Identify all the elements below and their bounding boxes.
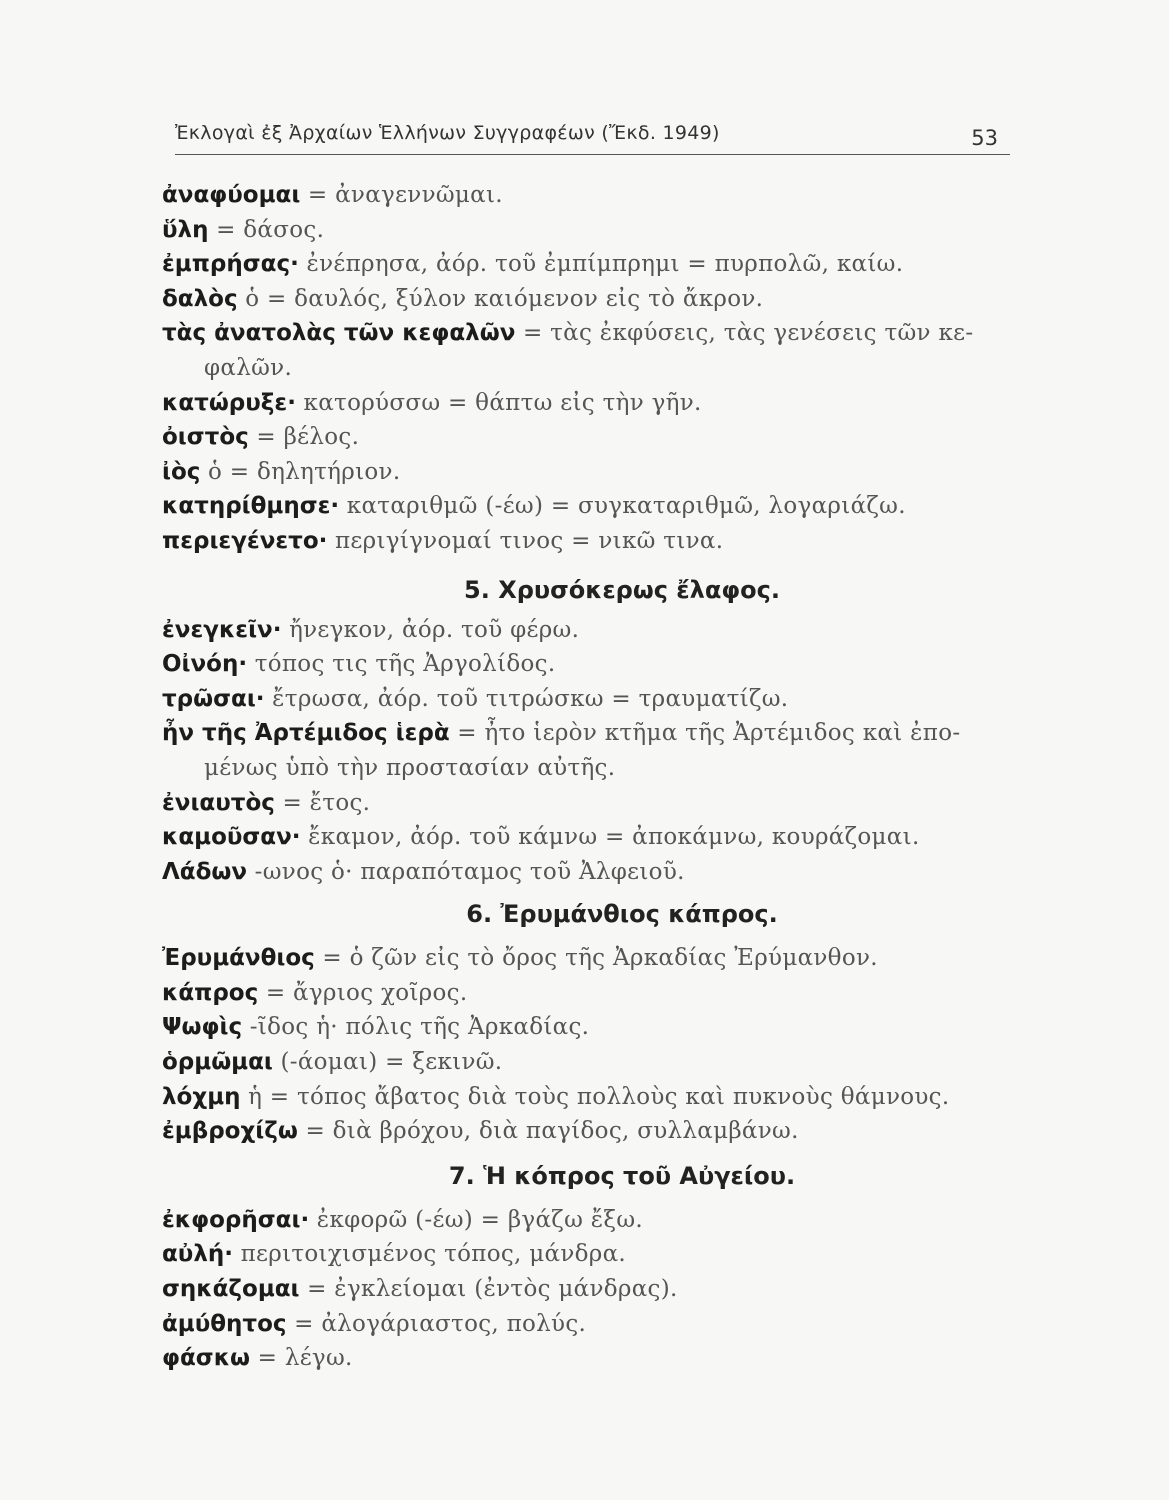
glossary-entry <box>162 1203 1022 1238</box>
entry-definition: περιγίγνομαί τινος = νικῶ τινα. <box>327 527 724 554</box>
section-title-7: 7. Ἡ κόπρος τοῦ Αὐγείου. <box>448 1161 796 1190</box>
glossary-entry <box>162 786 1022 821</box>
glossary-entry <box>162 316 1022 385</box>
running-head <box>175 120 1010 155</box>
running-title: Ἐκλογαὶ ἐξ Ἀρχαίων Ἑλλήνων Συγγραφέων (Ἔκδ. 1949) <box>175 122 720 144</box>
glossary-entry <box>162 820 1022 855</box>
entry-definition: = ἀλογάριαστος, πολύς. <box>286 1310 587 1337</box>
entry-headword: Λάδων <box>162 858 248 885</box>
entry-definition: (-άομαι) = ξεκινῶ. <box>272 1049 503 1076</box>
entry-definition: = δάσος. <box>208 216 325 243</box>
entry-headword: Οἰνόη· <box>162 651 248 678</box>
glossary-entry <box>162 489 1022 524</box>
glossary-group-a <box>162 178 1022 559</box>
glossary-entry <box>162 524 1022 559</box>
entry-definition: = βέλος. <box>248 424 360 451</box>
glossary-entry <box>162 282 1022 317</box>
entry-definition: = ἐγκλείομαι (ἐντὸς μάνδρας). <box>299 1276 678 1303</box>
entry-definition: = ἦτο ἱερὸν κτῆμα τῆς Ἀρτέμιδος καὶ ἐπο- <box>449 720 961 747</box>
glossary-entry <box>162 976 1022 1011</box>
glossary-entry <box>162 855 1022 890</box>
entry-headword: ἰὸς <box>162 458 201 485</box>
entry-definition: = ἀναγεννῶμαι. <box>300 182 503 208</box>
glossary-entry <box>162 1114 1022 1149</box>
glossary-entry <box>162 682 1022 717</box>
entry-headword: καμοῦσαν· <box>162 824 301 851</box>
entry-definition: -ωνος ὁ· παραπόταμος τοῦ Ἀλφειοῦ. <box>247 858 685 885</box>
entry-headword: τὰς ἀνατολὰς τῶν κεφαλῶν <box>162 320 516 347</box>
glossary-entry <box>162 420 1022 455</box>
entry-definition: κατορύσσω = θάπτω εἰς τὴν γῆν. <box>295 389 702 416</box>
entry-definition: ἔτρωσα, ἀόρ. τοῦ τιτρώσκω = τραυματίζω. <box>264 685 789 712</box>
entry-definition: = τὰς ἐκφύσεις, τὰς γενέσεις τῶν κε- <box>515 320 974 347</box>
section-title-5: 5. Χρυσόκερως ἔλαφος. <box>464 575 780 604</box>
glossary <box>162 178 1022 1376</box>
entry-headword: ἐνεγκεῖν· <box>162 616 282 643</box>
entry-definition: -ῖδος ἡ· πόλις τῆς Ἀρκαδίας. <box>242 1014 590 1041</box>
entry-headword: κατηρίθμησε· <box>162 493 340 520</box>
entry-definition: = ἔτος. <box>274 789 371 816</box>
entry-definition: ὁ = δαυλός, ξύλον καιόμενον εἰς τὸ ἄκρον. <box>237 285 764 312</box>
section-title-6: 6. Ἐρυμάνθιος κάπρος. <box>466 900 778 929</box>
entry-definition: ἡ = τόπος ἄβατος διὰ τοὺς πολλοὺς καὶ πυκνοὺς θάμνους. <box>240 1083 950 1110</box>
entry-headword: ἐνιαυτὸς <box>162 789 275 816</box>
glossary-entry <box>162 178 1022 213</box>
entry-headword: ἐκφορῆσαι· <box>162 1206 310 1233</box>
glossary-entry <box>162 1237 1022 1272</box>
entry-definition: ἔκαμον, ἀόρ. τοῦ κάμνω = ἀποκάμνω, κουράζομαι. <box>300 824 920 851</box>
entry-definition: = λέγω. <box>250 1345 353 1372</box>
page-number: 53 <box>971 126 998 150</box>
entry-definition: καταριθμῶ (-έω) = συγκαταριθμῶ, λογαριάζω. <box>339 493 906 520</box>
entry-headword: φάσκω <box>162 1345 251 1372</box>
glossary-entry <box>162 1341 1022 1376</box>
entry-headword: ἦν τῆς Ἀρτέμιδος ἱερὰ <box>162 720 450 747</box>
entry-definition: = διὰ βρόχου, διὰ παγίδος, συλλαμβάνω. <box>297 1118 799 1145</box>
entry-headword: ὀιστὸς <box>162 424 249 451</box>
entry-definition: ἐκφορῶ (-έω) = βγάζω ἔξω. <box>309 1206 644 1233</box>
glossary-entry <box>162 1080 1022 1115</box>
glossary-entry <box>162 247 1022 282</box>
entry-headword: αὐλή· <box>162 1241 233 1268</box>
glossary-entry <box>162 213 1022 248</box>
entry-headword: ἀμύθητος <box>162 1310 287 1337</box>
entry-headword: ὕλη <box>162 216 209 243</box>
glossary-entry <box>162 1307 1022 1342</box>
entry-headword: ὁρμῶμαι <box>162 1049 273 1076</box>
entry-headword: Ψωφὶς <box>162 1014 243 1041</box>
entry-headword: ἀναφύομαι <box>162 182 301 208</box>
entry-headword: κάπρος <box>162 979 259 1006</box>
entry-headword: περιεγένετο· <box>162 527 328 554</box>
entry-headword: δαλὸς <box>162 285 238 312</box>
entry-headword: ἐμπρήσας· <box>162 251 299 278</box>
glossary-group-d <box>162 1203 1022 1376</box>
glossary-entry <box>162 455 1022 490</box>
glossary-group-b <box>162 613 1022 890</box>
entry-definition: ὁ = δηλητήριον. <box>200 458 401 485</box>
glossary-group-c <box>162 941 1022 1149</box>
glossary-entry <box>162 613 1022 648</box>
entry-definition: = ὁ ζῶν εἰς τὸ ὄρος τῆς Ἀρκαδίας Ἐρύμανθον. <box>314 945 878 972</box>
entry-definition-continued: φαλῶν. <box>204 354 293 381</box>
glossary-entry <box>162 1272 1022 1307</box>
entry-definition: ἤνεγκον, ἀόρ. τοῦ φέρω. <box>281 616 580 643</box>
entry-definition: τόπος τις τῆς Ἀργολίδος. <box>247 651 556 678</box>
entry-headword: λόχμη <box>162 1083 241 1110</box>
glossary-entry <box>162 1010 1022 1045</box>
entry-headword: Ἐρυμάνθιος <box>162 945 315 972</box>
entry-headword: σηκάζομαι <box>162 1276 300 1303</box>
glossary-entry <box>162 386 1022 421</box>
entry-definition: = ἄγριος χοῖρος. <box>258 979 468 1006</box>
entry-headword: ἐμβροχίζω <box>162 1118 298 1145</box>
entry-headword: τρῶσαι· <box>162 685 265 712</box>
glossary-entry <box>162 941 1022 976</box>
entry-definition: περιτοιχισμένος τόπος, μάνδρα. <box>233 1241 627 1268</box>
glossary-entry <box>162 1045 1022 1080</box>
glossary-entry <box>162 716 1022 785</box>
entry-definition: ἐνέπρησα, ἀόρ. τοῦ ἐμπίμπρημι = πυρπολῶ, καίω. <box>298 251 904 278</box>
glossary-entry <box>162 647 1022 682</box>
entry-headword: κατώρυξε· <box>162 389 296 416</box>
entry-definition-continued: μένως ὑπὸ τὴν προστασίαν αὐτῆς. <box>204 754 616 781</box>
